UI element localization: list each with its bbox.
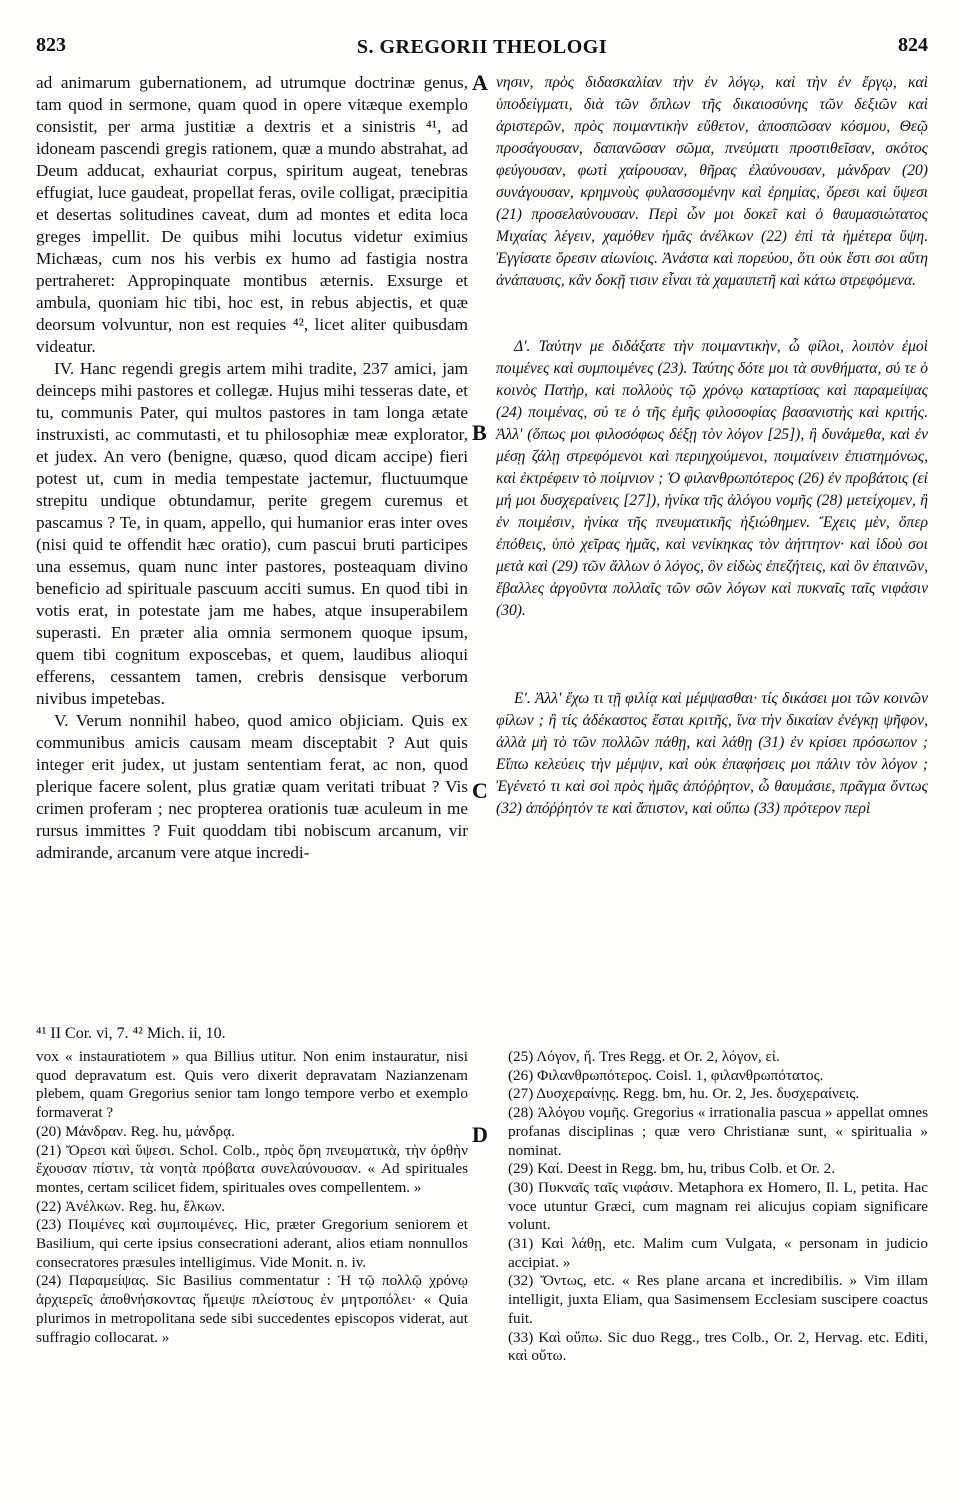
notes-right-column	[508, 1048, 928, 1366]
page-header	[36, 34, 928, 64]
greek-paragraph-3: Ε'. Ἀλλ' ἔχω τι τῇ φιλίᾳ καὶ μέμψασθαι· τίς δικάσει μοι τῶν κοινῶν φίλων ; ἢ τίς ἀδέκαστος ἔσται κριτῆς, ἵνα τὴν δικαίαν ἐνέγκῃ ψῆφον, ἀλλὰ μὴ τὸ τῶν πολλῶν πάθῃ, καὶ λάθῃ (31) ἐν κρίσει πρόσωπον ; Εἴπω κελεύεις τὴν μέμψιν, καὶ οὐκ ἐπαφήσεις μοι πάλιν τὸν λόγον ; Ἐγένετό τι καὶ σοὶ πρὸς ἡμᾶς ἀπόῤῥητον, ὦ θαυμάσιε, πρᾶγμα ὄντως (32) ἀπόῤῥητόν τε καὶ ἄπιστον, καὶ οὔπω (33) πρότερον περὶ	[496, 690, 928, 817]
margin-marker-d: D	[472, 1122, 488, 1147]
page-number-right: 824	[898, 34, 928, 56]
scripture-footnotes: ⁴¹ II Cor. vi, 7. ⁴² Mich. ii, 10.	[36, 1025, 226, 1042]
note-23: (23) Ποιμένες καὶ συμποιμένες. Hic, præter Gregorium seniorem et Basilium, qui certe ipsius consecrationi aderant, alios etiam nonnullos consecratores præsules intelligimus. Vide Monit. n. iv.	[36, 1216, 468, 1271]
note-26: (26) Φιλανθρωπότερος. Coisl. 1, φιλανθρωπότατος.	[508, 1066, 824, 1084]
note-29: (29) Καί. Deest in Regg. bm, hu, tribus Colb. et Or. 2.	[508, 1160, 836, 1178]
latin-paragraph-3: V. Verum nonnihil habeo, quod amico objiciam. Quis ex communibus amicis causam meam disceptabit ? Aut quis integer erit judex, ut justam sententiam ferat, ac non, quod plerique facere solent, plus gratiæ quam veritati tribuat ? Vis crimen proferam ; nec propterea orationis tuæ aculeum in me rursus immittes ? Fuit quoddam tibi nobiscum arcanum, vir admirande, arcanum vere atque incredi-	[36, 711, 468, 862]
greek-paragraph-2: Δ'. Ταύτην με διδάξατε τὴν ποιμαντικὴν, ὦ φίλοι, λοιπὸν ἐμοὶ ποιμένες καὶ συμποιμένες (23). Ταύτης δότε μοι τὰ συνθήματα, σύ τε ὁ κοινὸς Πατὴρ, καὶ πολλοὺς τῷ χρόνῳ καταρτίσας καὶ παραμείψας (24) ποιμένας, σύ τε ὁ τῆς ἐμῆς φιλοσοφίας βασανιστὴς καὶ κριτής. Ἀλλ' (ὅπως μοι φιλοσόφως δέξῃ τὸν λόγον [25]), ἢ δυνάμεθα, καὶ ἐν μέσῃ ζάλῃ στρεφόμενοι καὶ περιηχούμενοι, ποιμαίνειν ἐπιστημόνως, καὶ ἐκτρέφειν τὸ ποίμνιον ; Ὁ φιλανθρωπότερος (26) ἐν προβάτοις (εἰ μή μοι δυσχεραίνεις [27]), ἡνίκα τῆς ἀλόγου νομῆς (28) μετείχομεν, ἢ ἐν ποιμέσιν, ἡνίκα τῆς πνευματικῆς ἠξιώθημεν. Ἔχεις μὲν, ὅπερ ἐπόθεις, ὑπὸ χεῖρας ἡμᾶς, καὶ νενίκηκας τὸν ἀήττητον· καὶ ἰδοὺ σοι μετὰ καὶ (29) τῶν ἄλλων ὁ λόγος, ὃν εἰδὼς ἐπεζήτεις, καὶ ὃν ἐπαινῶν, ἔβαλλες ἀργοῦντα πολλαῖς τῶν σῶν λόγων καὶ πυκναῖς ταῖς νιφάσιν (30).	[496, 338, 928, 619]
note-33: (33) Καὶ οὔπω. Sic duo Regg., tres Colb., Or. 2, Hervag. etc. Editi, καὶ οὔτω.	[508, 1328, 928, 1365]
note-31: (31) Καὶ λάθῃ, etc. Malim cum Vulgata, « personam in judicio accipiat. »	[508, 1235, 928, 1271]
margin-marker-b: B	[472, 420, 487, 445]
latin-column	[36, 72, 468, 864]
note-25: (25) Λόγον, ἤ. Tres Regg. et Or. 2, λόγον, εἰ.	[508, 1048, 780, 1065]
latin-paragraph-2: IV. Hanc regendi gregis artem mihi tradite, 237 amici, jam deinceps mihi pastores et collegæ. Hujus mihi tesseras date, et tu, communis Pater, qui multos pastores in tam longa ætate instruxisti, ac commutasti, et tu philosophiæ meæ explorator, et judex. An vero (benigne, quæso, quod dicam accipe) fieri potest ut, cum in media tempestate jactemur, fluctuumque strepitu undique obtundamur, perite gregem curemus et pascamus ? Te, in quam, appello, qui humanior eras inter oves (nisi quid te offendit hæc oratio), cum pascui bruti participes una essemus, quam nunc inter pastores, posteaquam divino beneficio ad spirituale pascuum acciti sumus. En quod tibi in votis erat, in potestate jam me habes, atque insuperabilem superasti. En præter alia omnia sermonem quoque ipsum, quem tibi cognitum exposcebas, et quem, laudibus alioqui efferens, cessantem tamen, crebris densisque verborum nivibus impetebas.	[36, 359, 468, 708]
greek-paragraph-1: νησιν, πρὸς διδασκαλίαν τὴν ἐν λόγῳ, καὶ τὴν ἐν ἔργῳ, καὶ ὑποδείγματι, διὰ τῶν ὅπλων τῆς δικαιοσύνης τῶν δεξιῶν καὶ ἀριστερῶν, πρὸς ποιμαντικὴν εὔθετον, ἀποσπῶσαν κόσμου, Θεῷ προσάγουσαν, δαπανῶσαν σῶμα, πνεύματι προστιθεῖσαν, σκότος φεύγουσαν, φωτὶ χαίρουσαν, θῆρας ἐλαύνουσαν, μάνδραν (20) συνάγουσαν, κρημνοὺς φυλασσομένην καὶ ἐρημίας, ὄρεσι καὶ ὕψεσι (21) προσελαύνουσαν. Περὶ ὧν μοι δοκεῖ καὶ ὁ θαυμασιώτατος Μιχαίας λέγειν, χαμόθεν ἡμᾶς ἀνέλκων (22) ἐπὶ τὰ ἡμέτερα ὕψη. Ἐγγίσατε ὄρεσιν αἰωνίοις. Ἀνάστα καὶ πορεύου, ὅτι οὐκ ἔστι σοι αὕτη ἀνάπαυσις, κἂν δοκῇ τισιν εἶναι τὰ χαμαιπετῆ καὶ κάτω στρεφόμενα.	[496, 74, 928, 289]
note-30: (30) Πυκναῖς ταῖς νιφάσιν. Metaphora ex Homero, Il. L, petita. Hac voce utuntur Græci, cum magnam rei alicujus copiam significare volunt.	[508, 1178, 928, 1234]
running-title: S. GREGORII THEOLOGI	[356, 36, 608, 58]
margin-marker-c: C	[472, 778, 488, 803]
note-28: (28) Ἀλόγου νομῆς. Gregorius « irrationalia pascua » appellat omnes profanas disciplinas ; quæ vero Christianæ sunt, « spiritualia » nominat.	[508, 1104, 928, 1159]
notes-left-column	[36, 1048, 468, 1347]
note-20: (20) Μάνδραν. Reg. hu, μάνδρᾳ.	[36, 1122, 235, 1140]
note-32: (32) Ὄντως, etc. « Res plane arcana et incredibilis. » Vim illam intelligit, juxta Eliam, qua Sasimensem Ecclesiam suscipere coactus fuit.	[508, 1272, 928, 1327]
latin-paragraph-1: ad animarum gubernationem, ad utrumque doctrinæ genus, tam quod in sermone, quam quod in opere vitæque exemplo consistit, per arma justitiæ a dextris et a sinistris ⁴¹, ad idoneam pascendi gregis rationem, quæ a mundo abstrahat, ad Deum adducat, exhauriat corpus, spiritum augeat, tenebras effugiat, luce gaudeat, propellat feras, ovile colligat, præcipitia et desertas solitudines caveat, dum ad montes et edita loca greges impellit. De quibus mihi locutus videtur eximius Michæas, cum nos his verbis ex humo ad fastigia nostra pertraheret: Appropinquate montibus æternis. Exsurge et ambula, quoniam hic tibi, hoc est, in rebus abjectis, et quæ deorsum volvuntur, non est requies ⁴², licet aliter quibusdam videatur.	[36, 73, 468, 356]
page-number-left: 823	[36, 34, 66, 56]
note-21: (21) Ὄρεσι καὶ ὕψεσι. Schol. Colb., πρὸς ὄρη πνευματικὰ, τὴν ὀρθὴν ἔχουσαν πίστιν, τὰ νοητὰ πρόβατα συνελαύνουσαν. « Ad spirituales montes, certam scilicet fidem, spirituales oves compellentem. »	[36, 1141, 468, 1196]
note-left-0: vox « instauratiotem » qua Billius utitur. Non enim instauratur, nisi quod depravatum est. Quis vero dixerit depravatam Nazianzenam plebem, quam Gregorius senior tam longo tempore verbo et exemplo formaverat ?	[36, 1048, 468, 1122]
greek-column	[496, 72, 928, 820]
note-22: (22) Ἀνέλκων. Reg. hu, ἕλκων.	[36, 1197, 226, 1215]
note-27: (27) Δυσχεραίνῃς. Regg. bm, hu. Or. 2, Jes. δυσχεραίνεις.	[508, 1085, 860, 1103]
note-24: (24) Παραμείψας. Sic Basilius commentatur : Ἡ τῷ πολλῷ χρόνῳ ἀρχιερεῖς ἀποθνήσκοντας ἤμειψε πλείστους ἐν μητροπόλει· « Quia plurimos in metropolitana sede sibi succedentes episcopos viderat, aut suffragio collocarat. »	[36, 1272, 468, 1346]
margin-marker-a: A	[472, 70, 488, 95]
